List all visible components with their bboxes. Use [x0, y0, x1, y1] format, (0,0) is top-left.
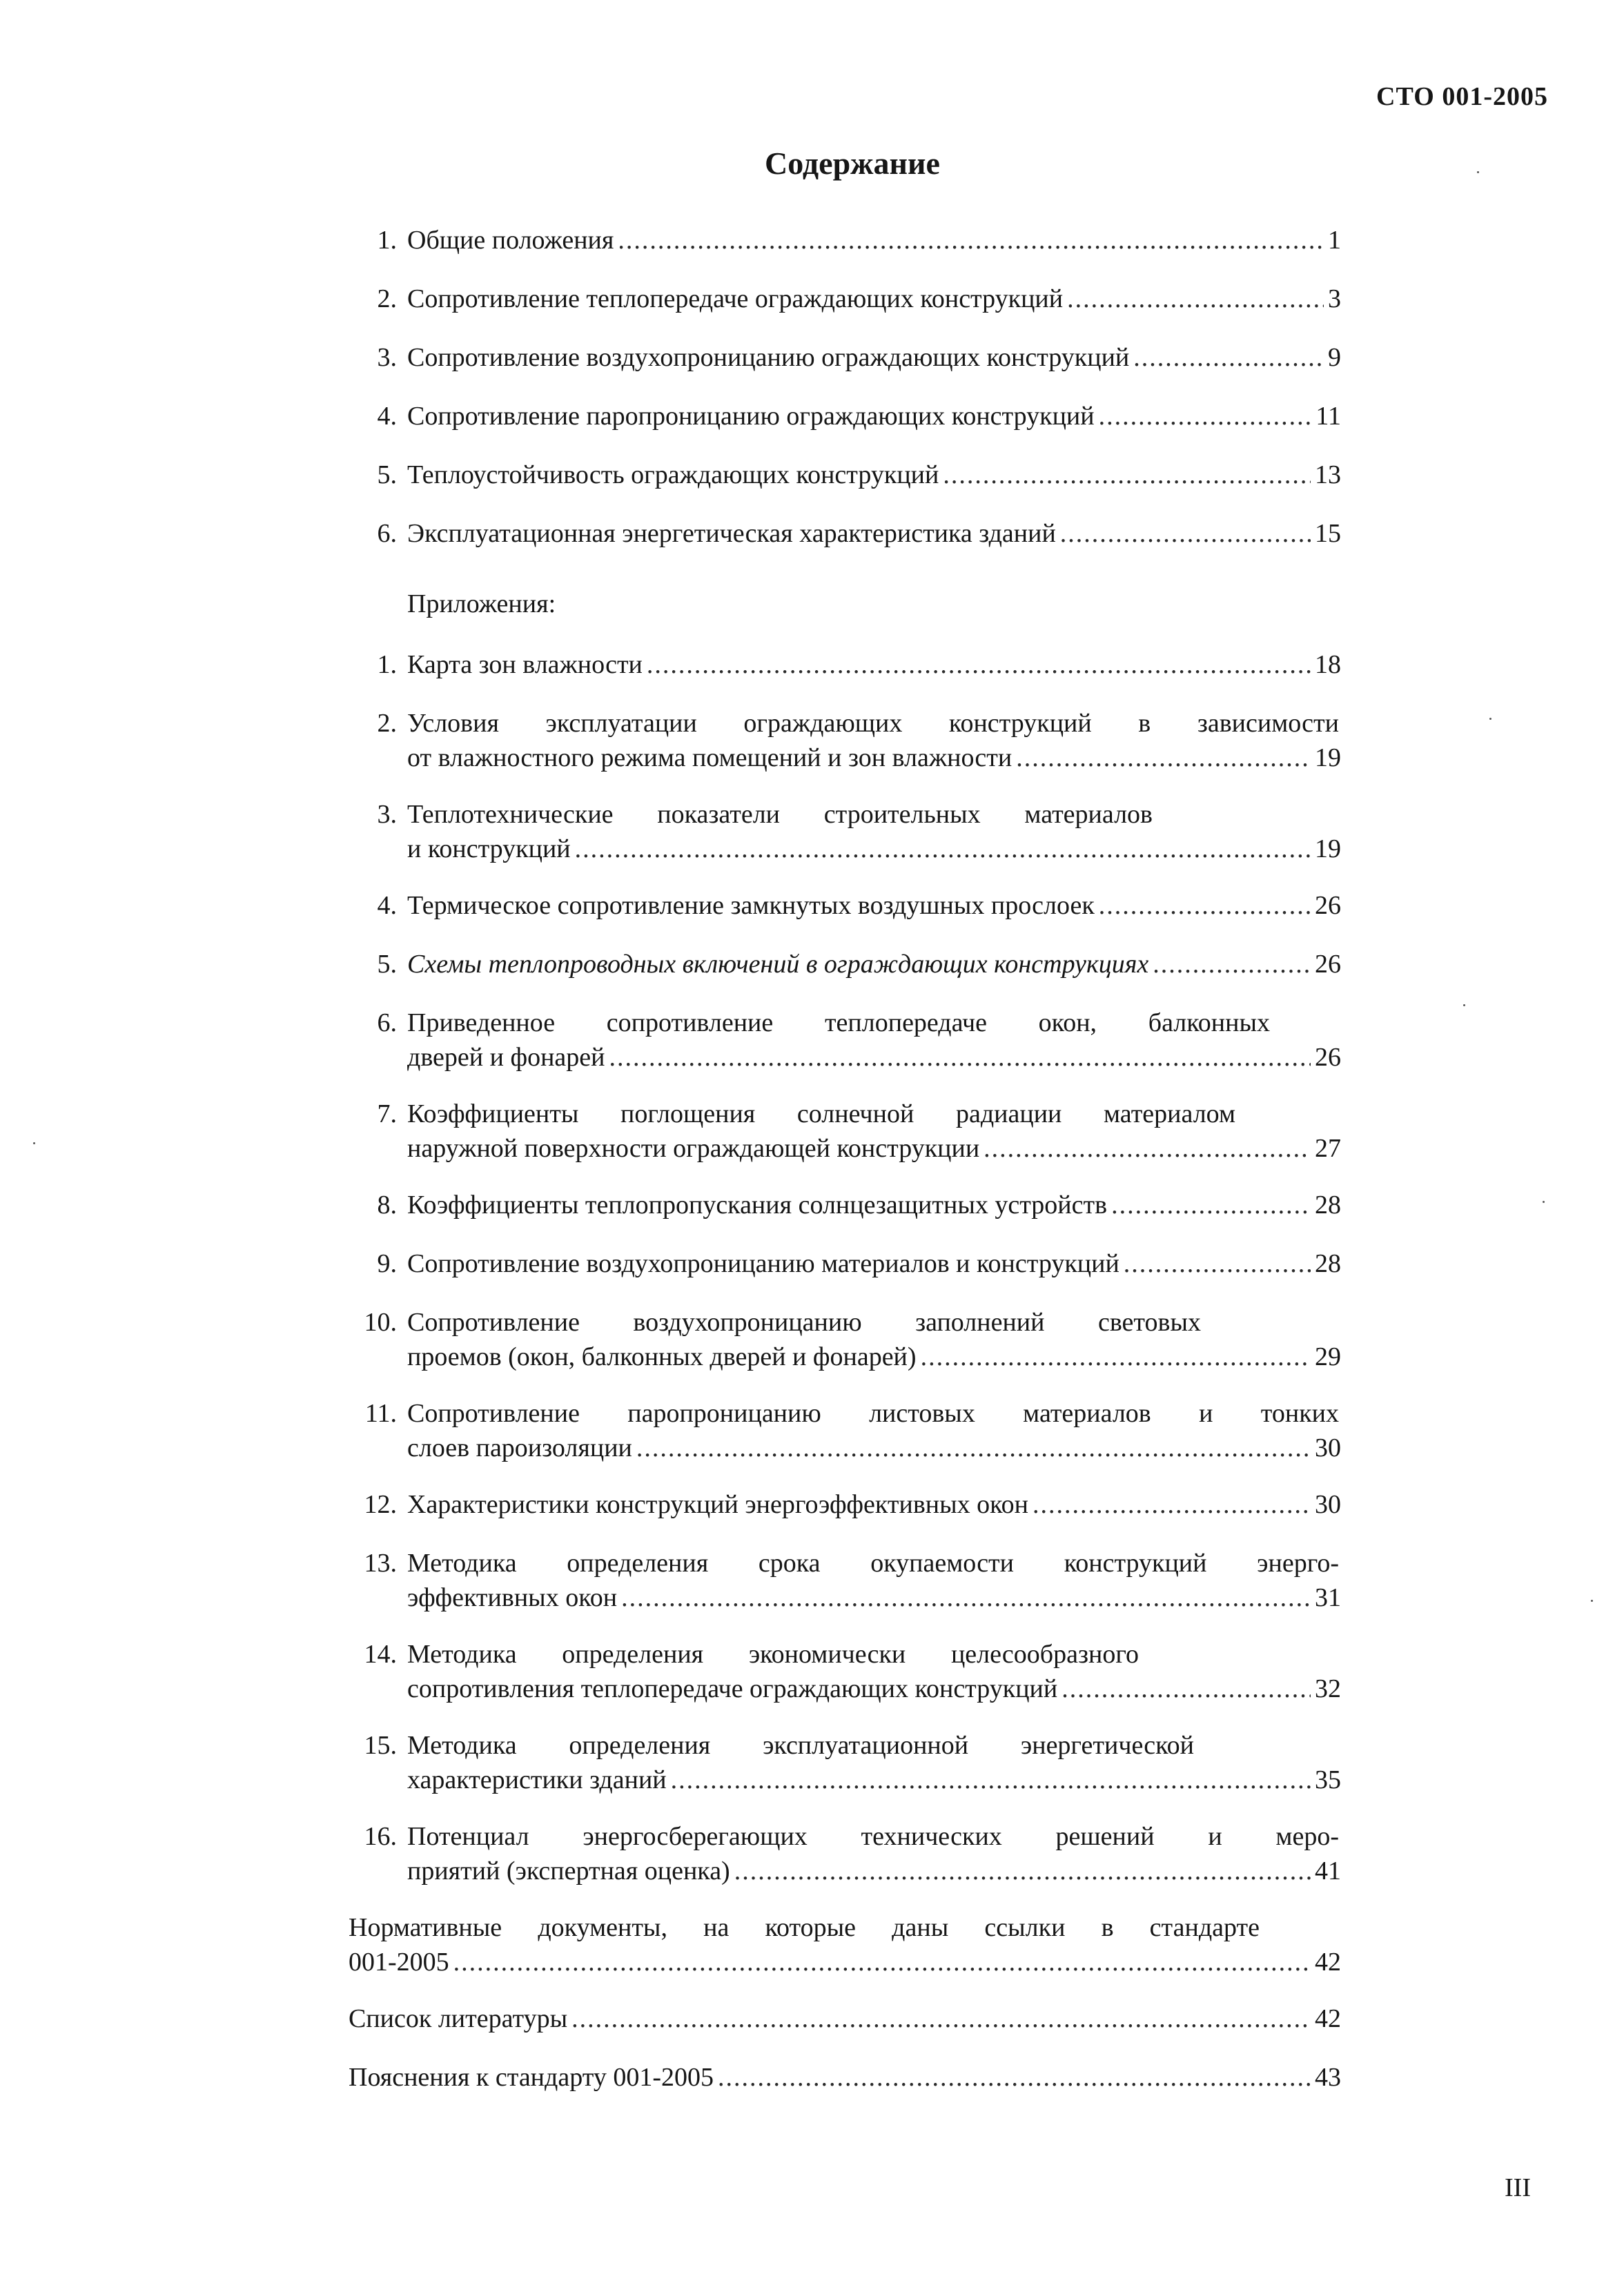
entry-number: 6. — [377, 519, 397, 548]
dot-leader — [921, 1340, 1311, 1374]
page-title: Содержание — [765, 146, 940, 181]
dot-leader — [453, 1945, 1311, 1979]
entry-title-cont: приятий (экспертная оценка) — [407, 1857, 730, 1885]
dot-leader — [943, 458, 1311, 492]
dot-leader — [1099, 888, 1311, 923]
entry-number: 4. — [377, 402, 397, 431]
entry-title: Приведенное сопротивление теплопередаче окон, балконных — [407, 1008, 1270, 1037]
entry-number: 1. — [377, 226, 397, 255]
entry-number: 5. — [377, 950, 397, 979]
entry-title: Методика определения экономически целесообразного — [407, 1640, 1139, 1669]
dot-leader — [734, 1854, 1311, 1888]
scan-speck — [1591, 1600, 1593, 1602]
entry-number: 6. — [377, 1008, 397, 1037]
dot-leader — [1062, 1672, 1311, 1706]
entry-number: 13. — [364, 1549, 397, 1578]
dot-leader — [1111, 1188, 1311, 1222]
dot-leader — [1060, 516, 1311, 551]
entry-page: 30 — [1315, 1433, 1341, 1462]
scan-speck — [1477, 171, 1479, 173]
entry-number: 8. — [377, 1191, 397, 1220]
scan-speck — [33, 1142, 35, 1144]
entry-page: 11 — [1315, 402, 1341, 431]
entry-page: 42 — [1315, 2004, 1341, 2033]
entry-page: 29 — [1315, 1342, 1341, 1371]
dot-leader — [647, 647, 1311, 682]
entry-number: 11. — [364, 1399, 397, 1428]
entry-title: Термическое сопротивление замкнутых воздушных прослоек — [407, 891, 1095, 920]
entry-title-cont: наружной поверхности ограждающей конструкции — [407, 1134, 980, 1163]
entry-number: 2. — [377, 284, 397, 313]
entry-number: 3. — [377, 343, 397, 372]
entry-title: Общие положения — [407, 226, 614, 255]
dot-leader — [1033, 1487, 1311, 1522]
entry-page: 43 — [1315, 2063, 1341, 2092]
entry-number: 9. — [377, 1249, 397, 1278]
scan-speck — [1463, 1004, 1465, 1006]
dot-leader — [609, 1040, 1311, 1075]
dot-leader — [618, 223, 1324, 257]
page-folio: III — [1505, 2173, 1531, 2202]
entry-title: Сопротивление паропроницанию ограждающих конструкций — [407, 402, 1095, 431]
entry-title: Список литературы — [349, 2004, 568, 2033]
entry-title: Нормативные документы, на которые даны ссылки в стандарте — [349, 1913, 1260, 1942]
entry-number: 2. — [377, 709, 397, 738]
entry-title: Коэффициенты теплопропускания солнцезащитных устройств — [407, 1191, 1108, 1220]
dot-leader — [575, 832, 1311, 866]
dot-leader — [571, 2001, 1311, 2036]
entry-page: 13 — [1315, 460, 1341, 489]
entry-page: 19 — [1315, 743, 1341, 772]
entry-number: 10. — [364, 1308, 397, 1337]
entry-page: 9 — [1328, 343, 1341, 372]
entry-page: 26 — [1315, 891, 1341, 920]
scan-speck — [1543, 1201, 1545, 1203]
entry-page: 42 — [1315, 1948, 1341, 1977]
dot-leader — [1016, 741, 1311, 775]
entry-title-cont: от влажностного режима помещений и зон влажности — [407, 743, 1012, 772]
entry-title: Карта зон влажности — [407, 650, 643, 679]
entry-title: Сопротивление теплопередаче ограждающих конструкций — [407, 284, 1064, 313]
entry-number: 5. — [377, 460, 397, 489]
entry-page: 26 — [1315, 1043, 1341, 1072]
dot-leader — [1124, 1246, 1311, 1281]
dot-leader — [718, 2060, 1311, 2095]
entry-page: 27 — [1315, 1134, 1341, 1163]
dot-leader — [1099, 399, 1312, 433]
entry-title: Сопротивление паропроницанию листовых материалов и тонких — [407, 1399, 1339, 1428]
entry-title: Сопротивление воздухопроницанию ограждающих конструкций — [407, 343, 1130, 372]
entry-title-cont: сопротивления теплопередаче ограждающих конструкций — [407, 1674, 1058, 1703]
entry-title-cont: проемов (окон, балконных дверей и фонарей) — [407, 1342, 917, 1371]
entry-number: 7. — [377, 1099, 397, 1128]
entry-title: Методика определения срока окупаемости конструкций энерго- — [407, 1549, 1339, 1578]
entry-title: Методика определения эксплуатационной энергетической — [407, 1731, 1194, 1760]
appendix-heading: Приложения: — [407, 589, 556, 618]
entry-page: 1 — [1328, 226, 1341, 255]
entry-number: 1. — [377, 650, 397, 679]
scan-speck — [1489, 718, 1491, 720]
entry-title: Теплотехнические показатели строительных материалов — [407, 800, 1153, 829]
entry-title-cont: 001-2005 — [349, 1948, 449, 1977]
entry-title: Пояснения к стандарту 001-2005 — [349, 2063, 714, 2092]
dot-leader — [621, 1580, 1311, 1615]
entry-title-cont: и конструкций — [407, 834, 571, 863]
entry-title: Сопротивление воздухопроницанию материалов и конструкций — [407, 1249, 1119, 1278]
entry-page: 28 — [1315, 1249, 1341, 1278]
dot-leader — [636, 1431, 1311, 1465]
entry-number: 15. — [364, 1731, 397, 1760]
entry-page: 30 — [1315, 1490, 1341, 1519]
entry-page: 15 — [1315, 519, 1341, 548]
entry-number: 12. — [364, 1490, 397, 1519]
entry-page: 31 — [1315, 1583, 1341, 1612]
header-code: СТО 001-2005 — [1376, 82, 1548, 111]
entry-title: Теплоустойчивость ограждающих конструкций — [407, 460, 939, 489]
entry-page: 32 — [1315, 1674, 1341, 1703]
dot-leader — [1133, 340, 1324, 375]
entry-title: Коэффициенты поглощения солнечной радиации материалом — [407, 1099, 1235, 1128]
entry-number: 16. — [364, 1822, 397, 1851]
entry-number: 4. — [377, 891, 397, 920]
entry-title-cont: характеристики зданий — [407, 1765, 667, 1794]
entry-page: 26 — [1315, 950, 1341, 979]
entry-number: 14. — [364, 1640, 397, 1669]
entry-page: 41 — [1315, 1857, 1341, 1885]
entry-title-cont: дверей и фонарей — [407, 1043, 605, 1072]
entry-title: Условия эксплуатации ограждающих конструкций в зависимости — [407, 709, 1339, 738]
dot-leader — [984, 1131, 1311, 1166]
entry-title: Характеристики конструкций энергоэффективных окон — [407, 1490, 1028, 1519]
entry-page: 19 — [1315, 834, 1341, 863]
entry-page: 18 — [1315, 650, 1341, 679]
entry-title: Потенциал энергосберегающих технических решений и меро- — [407, 1822, 1339, 1851]
entry-title: Сопротивление воздухопроницанию заполнений световых — [407, 1308, 1201, 1337]
entry-title: Эксплуатационная энергетическая характеристика зданий — [407, 519, 1056, 548]
dot-leader — [1153, 947, 1311, 981]
entry-page: 3 — [1328, 284, 1341, 313]
dot-leader — [671, 1763, 1311, 1797]
entry-page: 35 — [1315, 1765, 1341, 1794]
entry-title: Схемы теплопроводных включений в ограждающих конструкциях — [407, 950, 1149, 979]
entry-title-cont: эффективных окон — [407, 1583, 618, 1612]
entry-page: 28 — [1315, 1191, 1341, 1220]
entry-number: 3. — [377, 800, 397, 829]
dot-leader — [1067, 282, 1324, 316]
entry-title-cont: слоев пароизоляции — [407, 1433, 632, 1462]
